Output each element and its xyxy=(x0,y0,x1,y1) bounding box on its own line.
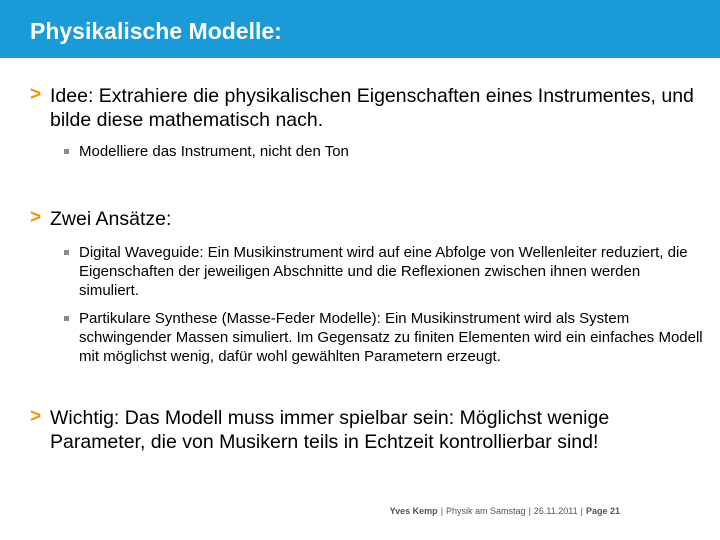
arrow-bullet-icon: > xyxy=(30,406,42,427)
bullet-idea xyxy=(30,84,700,132)
arrow-bullet-icon: > xyxy=(30,207,42,228)
footer-page-number: Page 21 xyxy=(585,506,620,516)
slide-title: Physikalische Modelle: xyxy=(30,18,282,44)
sub-bullet-particle-text: Partikulare Synthese (Masse-Feder Modelle): Ein Musikinstrument wird als System schwingender Massen simuliert. Im Gegensatz zu finiten Elementen wird ein einfaches Modell mit möglichst wenig, dafür wohl gewählten Parametern erzeugt. xyxy=(79,310,703,365)
square-bullet-icon xyxy=(64,149,69,154)
bullet-important-text: Wichtig: Das Modell muss immer spielbar sein: Möglichst wenige Parameter, die von Musikern teils in Echtzeit kontrollierbar sind! xyxy=(50,407,610,453)
slide-footer: Yves Kemp | Physik am Samstag | 26.11.2011 | Page 21 xyxy=(389,506,620,516)
sub-bullet-waveguide xyxy=(64,243,704,300)
bullet-idea-text: Idee: Extrahiere die physikalischen Eigenschaften eines Instrumentes, und bilde diese mathematisch nach. xyxy=(50,85,694,131)
sub-bullet-idea-text: Modelliere das Instrument, nicht den Ton xyxy=(79,143,349,160)
square-bullet-icon xyxy=(64,250,69,255)
bullet-approaches xyxy=(30,207,700,231)
footer-author: Yves Kemp xyxy=(389,506,438,516)
sub-bullet-particle xyxy=(64,309,704,366)
square-bullet-icon xyxy=(64,316,69,321)
footer-date: 26.11.2011 xyxy=(533,506,578,516)
title-bar xyxy=(0,0,720,58)
arrow-bullet-icon: > xyxy=(30,84,42,105)
bullet-important xyxy=(30,406,700,454)
sub-bullet-idea xyxy=(64,142,704,161)
sub-bullet-waveguide-text: Digital Waveguide: Ein Musikinstrument wird auf eine Abfolge von Wellenleiter reduziert, die Eigenschaften der jeweiligen Abschnitte und die Reflexionen zwischen ihnen werden simuliert. xyxy=(79,244,688,299)
bullet-approaches-text: Zwei Ansätze: xyxy=(50,208,172,230)
footer-event: Physik am Samstag xyxy=(446,506,526,516)
